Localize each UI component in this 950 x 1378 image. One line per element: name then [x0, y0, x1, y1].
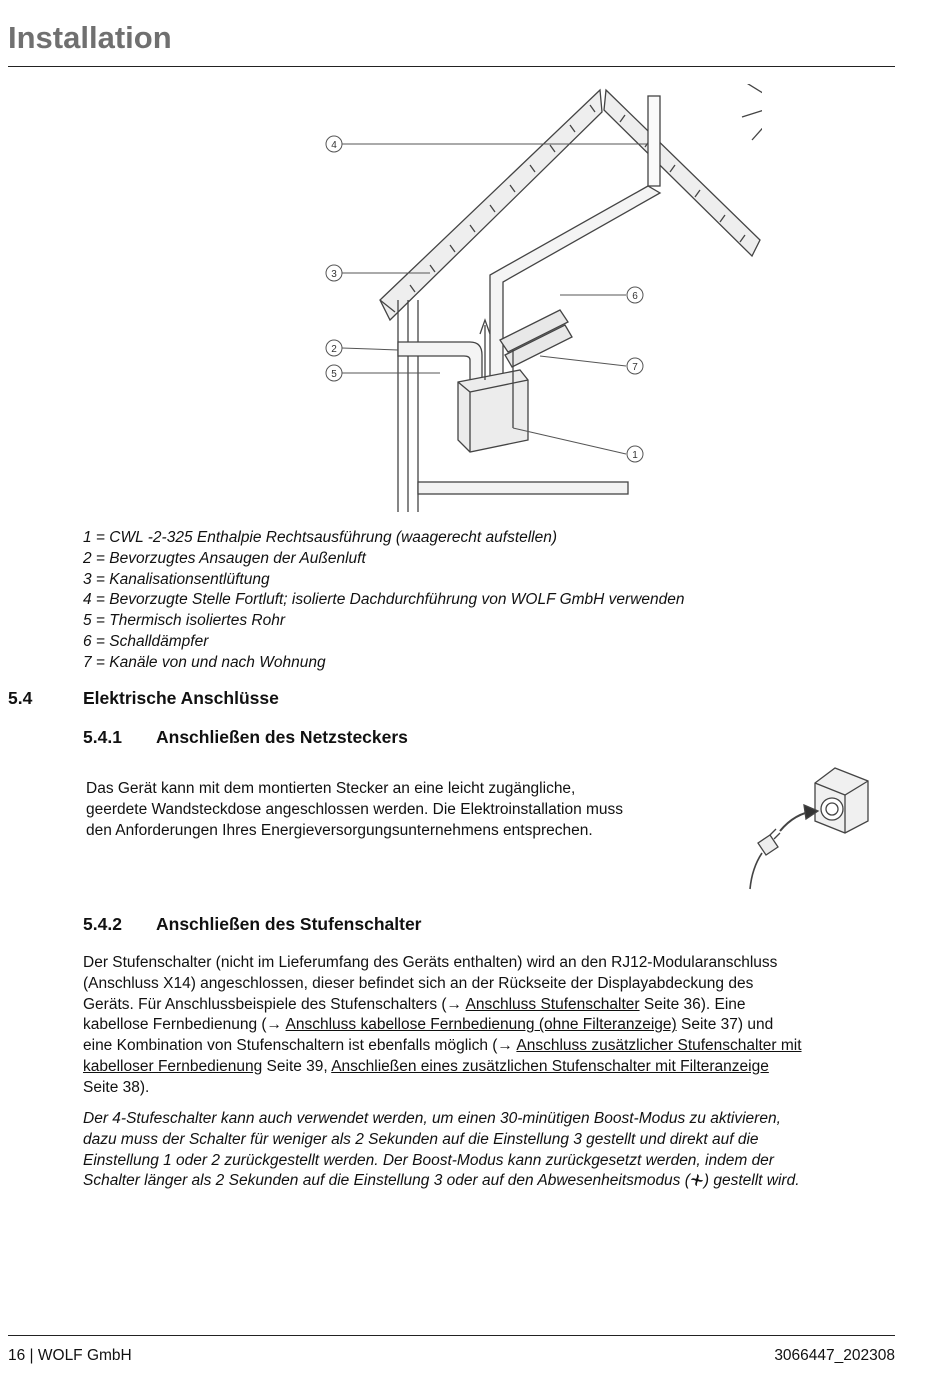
- text-line: geerdete Wandsteckdose angeschlossen werden. Die Elektroinstallation muss: [86, 800, 624, 818]
- text-line: (Anschluss X14) angeschlossen, dieser befindet sich an der Rückseite der Displayabdeckung des: [83, 974, 754, 992]
- footer-rule: [8, 1335, 895, 1336]
- paragraph-boost-modus: [83, 1109, 895, 1192]
- text-line: Das Gerät kann mit dem montierten Stecker an eine leicht zugängliche,: [86, 780, 576, 797]
- callout-2: 2: [331, 344, 337, 355]
- text-line: Der 4-Stufeschalter kann auch verwendet werden, um einen 30-minütigen Boost-Modus zu aktivieren,: [83, 1110, 781, 1127]
- link-anschluss-fernbedienung[interactable]: Anschluss kabellose Fernbedienung (ohne Filteranzeige): [285, 1016, 677, 1034]
- section-number-5-4-2: 5.4.2: [83, 914, 122, 934]
- callout-1: 1: [632, 450, 638, 461]
- legend-item: 6 = Schalldämpfer: [83, 632, 209, 650]
- text-line: Der Stufenschalter (nicht im Lieferumfang des Geräts enthalten) wird an den RJ12-Modularanschluss: [83, 954, 778, 971]
- callout-5: 5: [331, 369, 337, 380]
- text-line: Seite 38).: [83, 1078, 150, 1096]
- text-run: Seite 37) und: [676, 1016, 774, 1034]
- text-run: Seite 36). Eine: [639, 995, 746, 1013]
- section-title-5-4: Elektrische Anschlüsse: [83, 688, 279, 708]
- section-number-5-4-1: 5.4.1: [83, 727, 122, 747]
- text-run: Geräts. Für Anschlussbeispiele des Stufenschalters (→: [83, 995, 466, 1013]
- header-rule: [8, 66, 895, 67]
- callout-6: 6: [632, 291, 638, 302]
- text-line: [83, 1015, 895, 1036]
- plug-socket-figure: [740, 763, 875, 893]
- text-line: dazu muss der Schalter für weniger als 2 Sekunden auf die Einstellung 3 gestellt und direkt auf die: [83, 1130, 759, 1148]
- text-line: [83, 1057, 895, 1078]
- legend-item: 2 = Bevorzugtes Ansaugen der Außenluft: [83, 549, 366, 567]
- legend-item: 7 = Kanäle von und nach Wohnung: [83, 653, 326, 671]
- link-anschluss-stufenschalter[interactable]: Anschluss Stufenschalter: [465, 995, 640, 1013]
- callout-3: 3: [331, 269, 337, 280]
- section-title-5-4-1: Anschließen des Netzsteckers: [156, 727, 408, 747]
- page-title: Installation: [8, 20, 172, 55]
- legend-item: 5 = Thermisch isoliertes Rohr: [83, 612, 285, 630]
- text-run: ) gestellt wird.: [703, 1172, 800, 1190]
- text-line: Einstellung 1 oder 2 zurückgestellt werden. Der Boost-Modus kann zurückgesetzt werden, indem der: [83, 1151, 774, 1169]
- paragraph-stufenschalter: [83, 953, 895, 1099]
- legend-item: 3 = Kanalisationsentlüftung: [83, 570, 270, 588]
- figure-legend: [83, 528, 685, 674]
- link-zusaetzlicher-stufenschalter[interactable]: Anschluss zusätzlicher Stufenschalter mit: [516, 1037, 802, 1055]
- link-zusaetzlicher-stufenschalter-cont[interactable]: kabelloser Fernbedienung: [83, 1057, 263, 1075]
- absence-mode-icon: [690, 1173, 704, 1187]
- section-number-5-4: 5.4: [8, 688, 33, 708]
- text-run: eine Kombination von Stufenschaltern ist ebenfalls möglich (→: [83, 1037, 517, 1055]
- callout-4: 4: [331, 140, 337, 151]
- legend-item: 1 = CWL -2-325 Enthalpie Rechtsausführung (waagerecht aufstellen): [83, 529, 558, 546]
- legend-item: 4 = Bevorzugte Stelle Fortluft; isolierte Dachdurchführung von WOLF GmbH verwenden: [83, 591, 685, 609]
- text-line: den Anforderungen Ihres Energieversorgungsunternehmens entsprechen.: [86, 821, 593, 839]
- text-line: [83, 995, 895, 1016]
- link-stufenschalter-filteranzeige[interactable]: Anschließen eines zusätzlichen Stufenschalter mit Filteranzeige: [331, 1057, 769, 1075]
- text-run: kabellose Fernbedienung (→: [83, 1016, 286, 1034]
- text-run: Seite 39,: [262, 1057, 332, 1075]
- footer-page-info: 16 | WOLF GmbH: [8, 1347, 132, 1364]
- house-installation-figure: [322, 84, 762, 514]
- callout-7: 7: [632, 362, 638, 373]
- text-line: [83, 1036, 895, 1057]
- footer-doc-number: 3066447_202308: [774, 1347, 895, 1364]
- section-title-5-4-2: Anschließen des Stufenschalter: [156, 914, 422, 934]
- paragraph-netzstecker: [86, 779, 623, 841]
- text-run: Schalter länger als 2 Sekunden auf die Einstellung 3 oder auf den Abwesenheitsmodus (: [83, 1172, 690, 1190]
- text-line: [83, 1171, 895, 1192]
